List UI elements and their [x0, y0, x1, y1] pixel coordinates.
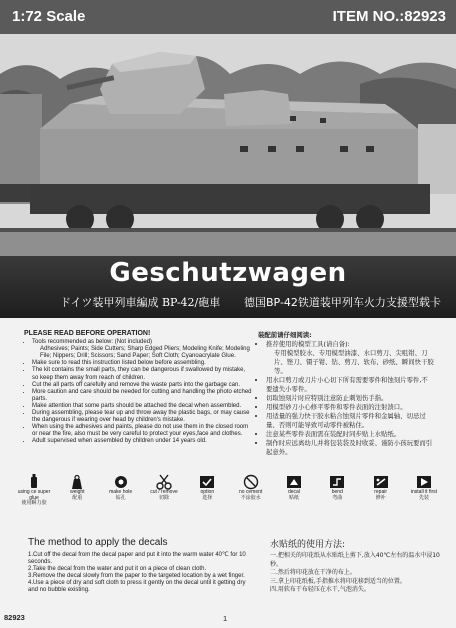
decal-step: 2.Take the decal from the water and put it on a piece of clean cloth. [28, 566, 207, 573]
footer-item-code: 82923 [4, 613, 25, 622]
warning-item: • Tools recommended as below: (Not included) Adhesives; Paints; Side Cutters; Sharp Edged Pliers; Modeling Knife; Modeling File; Nippers; Drill; Scissors; Sand Paper; Soft Cloth; Cyanoacrylate Glue. [32, 339, 252, 360]
warning-item: • Make attention that some parts should be attached the decal when assembled. [32, 403, 252, 410]
cut-remove-icon [153, 474, 175, 490]
option-icon [196, 474, 218, 490]
tools-detail: Adhesives; Paints; Side Cutters; Sharp Edged Pliers; Modeling Knife; Modeling File; Nippers; Drill; Scissors; Sand Paper; Soft Cloth; Cyanoacrylate Glue. [40, 346, 250, 360]
make-hole-icon [110, 474, 132, 490]
decal-step-cn: 四.用软布干布轻压在水干,气泡消失。 [270, 586, 370, 594]
legend-cut-remove: cut / remove 切除 [144, 474, 184, 514]
warning-item-cn: • 用适量的强力快干胶水粘合蚀刻片零件和金属轴、切忌过量、否则可能导致可动零件被粘住。 [266, 412, 434, 430]
super-glue-icon [23, 474, 45, 490]
install-first-icon [413, 474, 435, 490]
decal-step: 1.Cut off the decal from the decal paper and put it into the warm water 40℃ for 10 seconds. [28, 552, 246, 566]
decal-method-title-cn: 水贴纸的使用方法: [270, 540, 346, 550]
decal-step: 4.Use a piece of dry and soft cloth to press it gently on the decal until it getting dry and no bubble existing. [28, 580, 246, 594]
decal-step-cn: 二.然后将印花放在干净的布上。 [270, 569, 356, 577]
weight-icon [66, 474, 88, 490]
warning-item: • Adult supervised when assembled by children under 14 years old. [32, 438, 252, 445]
scale-label: 1:72 Scale [12, 8, 86, 25]
decal-step: 3.Remove the decal slowly from the paper to the targeted location by a wet finger. [28, 573, 245, 580]
warning-item-cn: • 用模型砂刀小心修平零件和零件表面的注射溃口。 [266, 403, 434, 412]
repair-icon [370, 474, 392, 490]
legend-bend: bend 弯曲 [317, 474, 357, 514]
symbol-legend [14, 474, 444, 514]
legend-weight: weight 配重 [57, 474, 97, 514]
warnings-heading: PLEASE READ BEFORE OPERATION! [24, 330, 151, 337]
warnings-english [24, 330, 252, 446]
decal-step-cn: 一.把相关的印花纸从水贴纸上剪下,放入40℃左右的温水中浸10秒。 [270, 552, 440, 568]
subtitle-chinese: 德国BP-42铁道装甲列车火力支援型载卡 [244, 296, 441, 309]
warning-item-cn: • 制作时应远离幼儿并将包装袋及时收妥、谨防小孩玩要而引起意外。 [266, 439, 434, 457]
legend-super-glue: using ce super glue 使用瞬力胶 [14, 474, 54, 514]
decal-step-cn: 三.拿上印花纸板,手指推水将印花移到适当的位置。 [270, 577, 406, 585]
legend-option: option 选择 [187, 474, 227, 514]
legend-no-cement: no cement 不涂胶水 [231, 474, 271, 514]
warning-item: • Make sure to read this instruction listed below before assembling. [32, 360, 252, 367]
legend-make-hole: make hole 钻孔 [101, 474, 141, 514]
decal-method-title: The method to apply the decals [28, 537, 168, 548]
subtitle-japanese: ドイツ装甲列車編成 BP-42/砲車 [60, 296, 221, 309]
legend-repair: repair 修补 [361, 474, 401, 514]
warning-item-cn: • 注意某些零件表面需在装配时同步贴上水贴纸。 [266, 430, 434, 439]
item-number: ITEM NO.:82923 [332, 8, 446, 25]
warning-item: • When using the adhesives and paints, please do not use them in the closed room or near the fire, also must be very careful to protect your eyes,face and clothes. [32, 424, 252, 438]
warning-item-cn: • 用水口剪刀或刀片小心切下所有需要零件和蚀刻片零件,不要遗失小零件。 [266, 376, 434, 394]
warnings-chinese [258, 331, 434, 457]
warning-item: • During assembling, please tear up and throw away the plastic bags, or may cause the dangerous if wearing over head by children's mistake. [32, 410, 252, 424]
product-title: Geschutzwagen [109, 258, 347, 288]
warning-item-cn: • 切取蚀刻片时应特别注意防止刺划伤手指。 [266, 394, 434, 403]
armored-wagon-photo [0, 34, 456, 256]
decal-steps-chinese [270, 552, 440, 595]
tools-detail-cn: 专用模型胶水、专用模型油漆、水口剪刀、尖咀钳、刀片、锉刀、镊子钳、钻、剪刀、软布、砂纸、瞬间快干胶等。 [274, 349, 434, 375]
warning-item: • Cut the all parts off carefully and remove the waste parts into the garbage can. [32, 382, 252, 389]
page-number: 1 [223, 614, 228, 623]
decal-icon [283, 474, 305, 490]
warning-item-cn: • 推荐使用的模型工具(请自备): 专用模型胶水、专用模型油漆、水口剪刀、尖咀钳、刀片、锉刀、镊子钳、钻、剪刀、软布、砂纸、瞬间快干胶等。 [266, 340, 434, 376]
legend-install-first: install it first 先装 [404, 474, 444, 514]
legend-decal: decal 贴纸 [274, 474, 314, 514]
warnings-heading-cn: 装配前请仔细阅读: [258, 331, 312, 339]
bend-icon [326, 474, 348, 490]
no-cement-icon [240, 474, 262, 490]
decal-steps-english [28, 552, 254, 595]
warning-item: • More caution and care should be needed for cutting and handling the photo etched parts. [32, 389, 252, 403]
warning-item: • The kit contains the small parts, they can be dangerous if swallowed by mistake, so keep them away from reach of children. [32, 367, 252, 381]
